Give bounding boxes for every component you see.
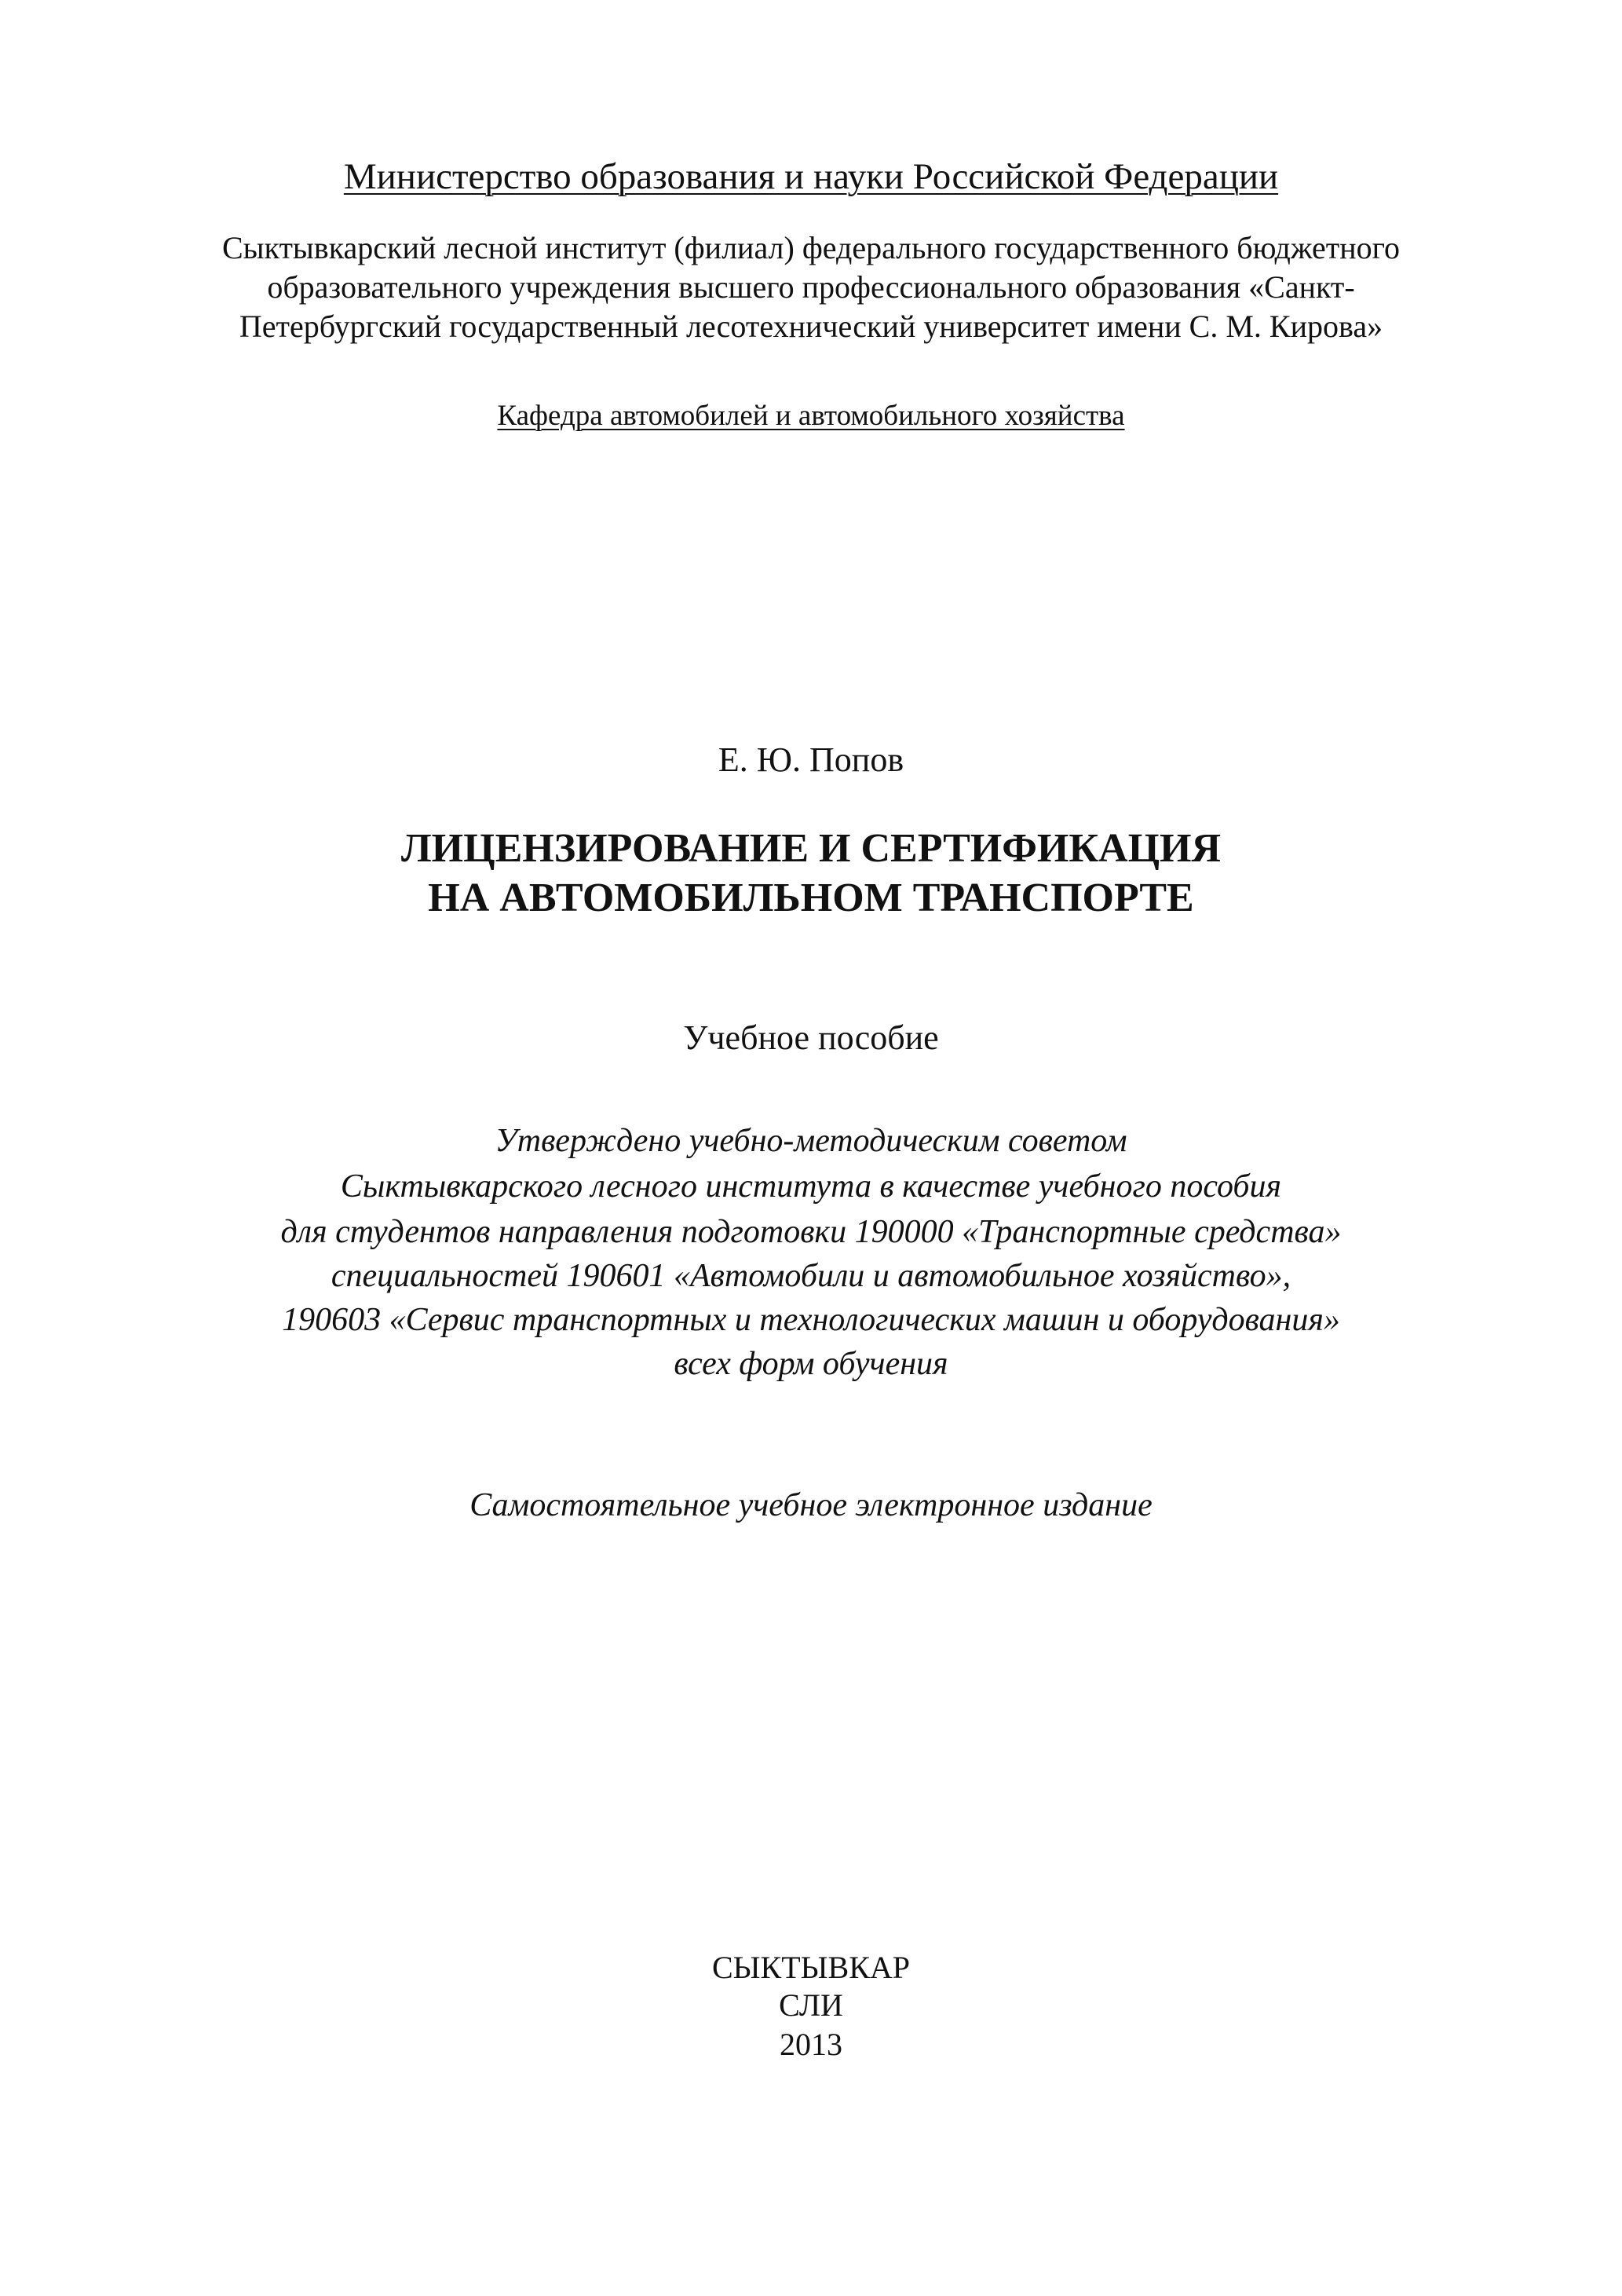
book-title-line-1: ЛИЦЕНЗИРОВАНИЕ И СЕРТИФИКАЦИЯ: [400, 826, 1222, 871]
edition-note: Самостоятельное учебное электронное издание: [469, 1487, 1153, 1523]
approval-line-4: специальностей 190601 «Автомобили и автомобильное хозяйство»,: [331, 1258, 1291, 1294]
department-heading: Кафедра автомобилей и автомобильного хозяйства: [497, 400, 1125, 432]
approval-line-5: 190603 «Сервис транспортных и технологических машин и оборудования»: [282, 1302, 1340, 1338]
book-subtitle: Учебное пособие: [683, 1018, 939, 1057]
institute-line-3: Петербургский государственный лесотехнический университет имени С. М. Кирова»: [239, 309, 1383, 344]
imprint-year: 2013: [780, 2027, 842, 2062]
approval-line-6: всех форм обучения: [674, 1346, 948, 1382]
imprint-city: СЫКТЫВКАР: [711, 1950, 911, 1985]
book-title-line-2: НА АВТОМОБИЛЬНОМ ТРАНСПОРТЕ: [428, 876, 1194, 920]
ministry-heading: Министерство образования и науки Российской Федерации: [343, 156, 1279, 197]
approval-line-1: Утверждено учебно-методическим советом: [495, 1123, 1127, 1159]
approval-line-3: для студентов направления подготовки 190000 «Транспортные средства»: [280, 1214, 1342, 1250]
institute-line-2: образовательного учреждения высшего профессионального образования «Санкт-: [267, 269, 1355, 305]
approval-line-2: Сыктывкарского лесного института в качестве учебного пособия: [340, 1168, 1282, 1205]
imprint-publisher: СЛИ: [779, 1987, 843, 2023]
author-name: Е. Ю. Попов: [718, 740, 904, 779]
institute-line-1: Сыктывкарский лесной институт (филиал) федерального государственного бюджетного: [221, 230, 1401, 265]
